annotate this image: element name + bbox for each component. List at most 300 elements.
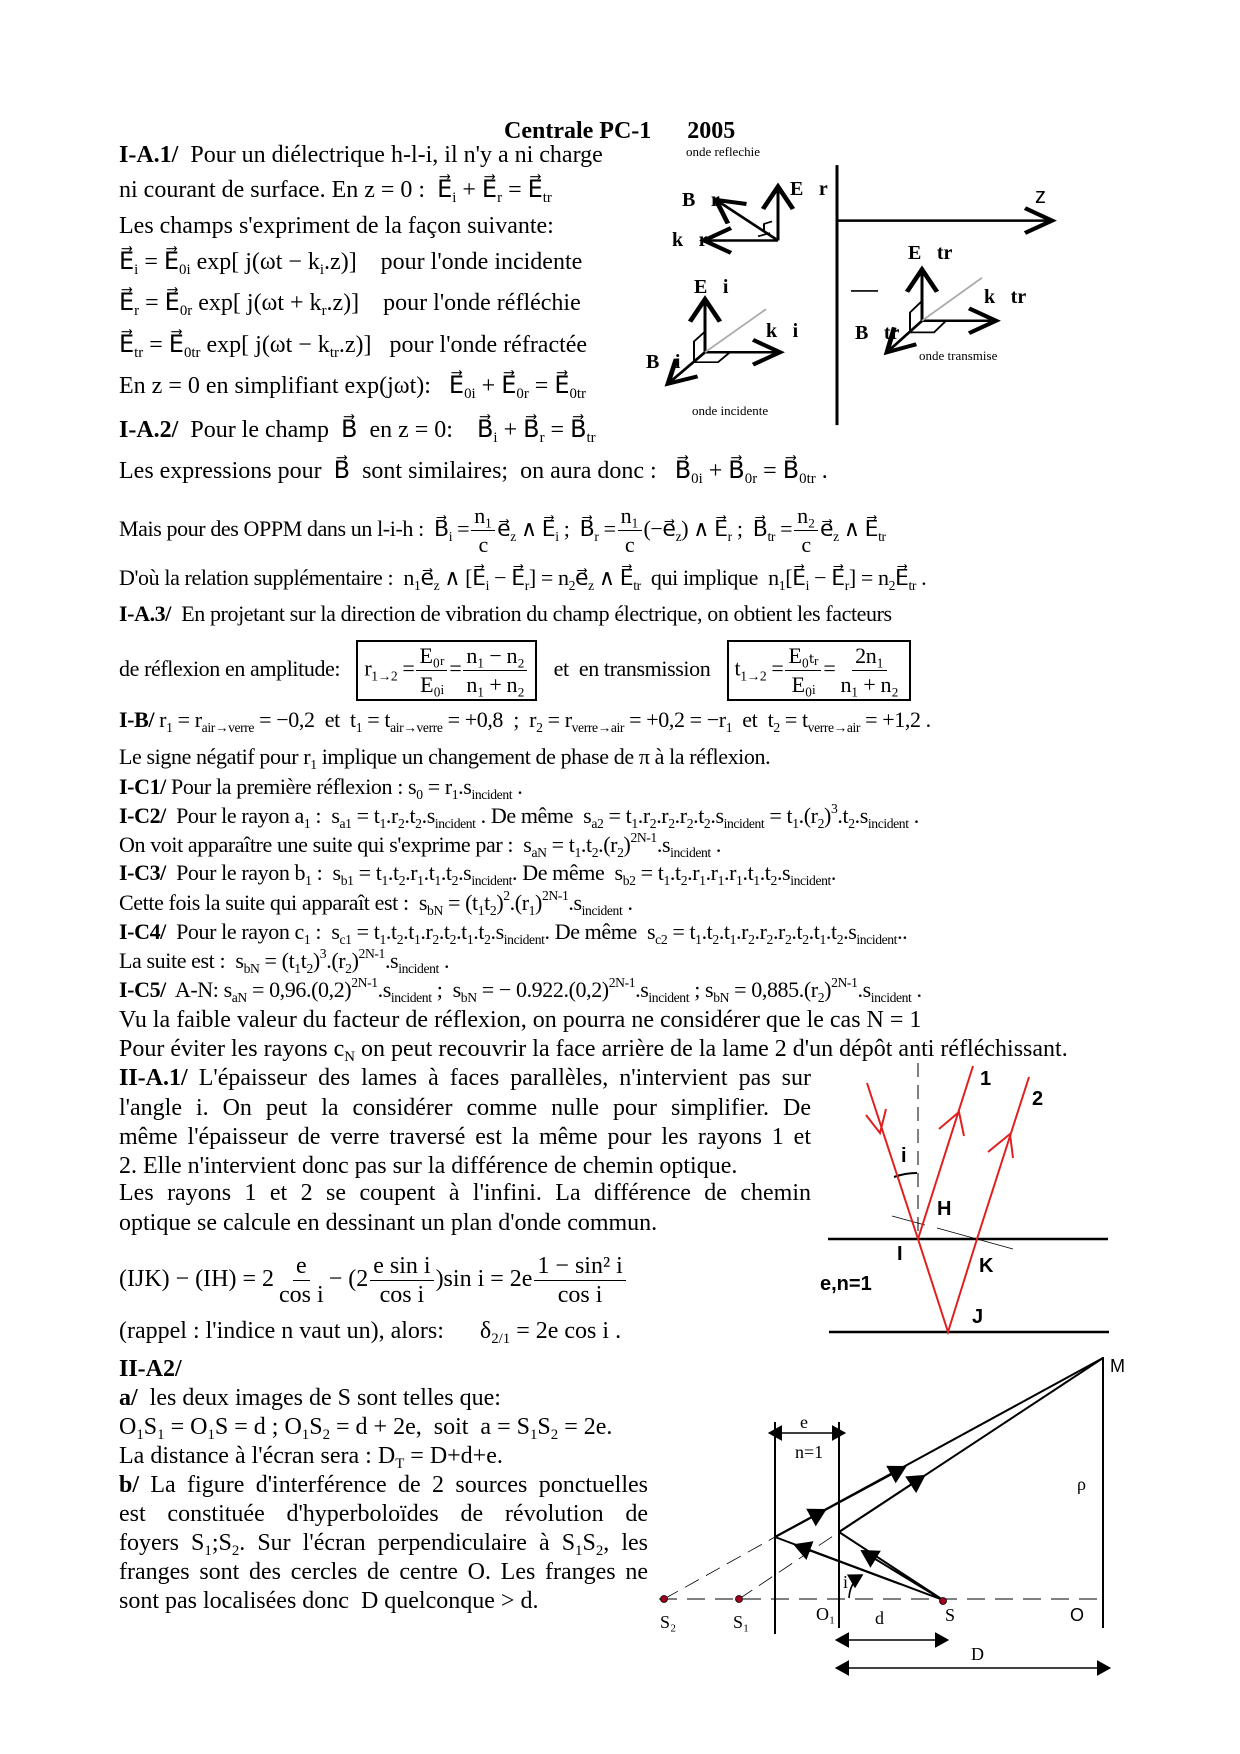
text-run: .t: [669, 860, 681, 885]
text-run: E⃗: [119, 290, 135, 316]
text-run: = (t: [259, 948, 295, 973]
subscript: 0tr: [799, 471, 816, 488]
section-label: I-C3/: [119, 860, 166, 885]
Etr-label: E⃗tr: [908, 242, 953, 264]
text-run: Pour le rayon c: [165, 919, 304, 944]
numerator: e sin i: [370, 1252, 433, 1281]
text-run: .s: [656, 832, 671, 857]
subscript: 2: [848, 815, 855, 831]
text-run: .r: [405, 860, 418, 885]
text-run: ): [824, 803, 831, 828]
superscript: 3: [319, 945, 327, 961]
text-run: ): [351, 948, 359, 973]
section-label: I-A.3/: [119, 601, 171, 626]
subscript: 1: [528, 902, 536, 918]
subscript: 1: [699, 872, 706, 888]
subscript: 2: [686, 815, 694, 831]
subscript: 1: [303, 815, 311, 831]
text-run: Pour le champ B⃗ en z = 0: B⃗: [178, 417, 494, 443]
text-run: .t: [791, 919, 803, 944]
text-run: .r: [754, 919, 767, 944]
text-run: ∧ E⃗: [593, 565, 634, 590]
denominator: n₁ + n₂: [840, 672, 899, 698]
text-run: r: [364, 656, 372, 681]
transmitted-caption: onde transmise: [919, 348, 998, 363]
subscript: z: [675, 528, 682, 544]
ktr-label: k⃗tr: [984, 286, 1027, 308]
text-run: = t: [351, 919, 380, 944]
text-run: t: [734, 656, 741, 681]
text-run: .z)] pour l'onde réfléchie: [326, 290, 581, 316]
text-run: exp[ j(ωt − k: [200, 332, 330, 358]
subscript: 2: [591, 844, 599, 860]
subscript: bN: [427, 902, 443, 918]
numerator: e: [293, 1252, 310, 1281]
text-run: = d + 2e, soit a = S: [330, 1414, 530, 1440]
title-text: Centrale PC-1: [504, 118, 652, 144]
numerator: n₁ − n₂: [463, 642, 527, 671]
numerator: 2n₁: [852, 642, 886, 671]
subscript: 2: [888, 577, 896, 593]
text-run: e⃗: [420, 565, 434, 590]
section-label: I-C2/: [119, 803, 166, 828]
text-run: La distance à l'écran sera : D: [119, 1443, 396, 1469]
text-run: (rappel : l'indice n vaut un), alors: δ: [119, 1318, 492, 1344]
subscript: 1: [451, 786, 459, 802]
text-run: E⃗: [119, 332, 135, 358]
subscript: 0i: [179, 262, 191, 279]
text-run: + E⃗: [475, 373, 517, 399]
text-run: .s: [854, 803, 868, 828]
text-run: Les expressions pour B⃗ sont similaires; on aura donc : B⃗: [119, 458, 692, 484]
text-run: .s: [776, 860, 791, 885]
superscript: 2N-1: [630, 829, 657, 845]
point-H-label: H: [937, 1198, 952, 1220]
text-run: = E⃗: [143, 332, 184, 358]
subscript: r: [321, 303, 327, 320]
subscript: 2: [489, 902, 497, 918]
subscript: tr: [134, 345, 144, 362]
distance-D-label: D: [971, 1644, 984, 1664]
subscript: 1: [729, 931, 737, 947]
text-run: ;S: [211, 1530, 232, 1556]
angle-i-label: i: [901, 1145, 907, 1167]
text-run: même l'épaisseur de verre traversé est la même pour les rayons 1 et: [119, 1124, 811, 1150]
z-axis-label: z: [1035, 183, 1046, 208]
subscript: incident: [648, 989, 690, 1005]
text-run: − E⃗: [488, 565, 525, 590]
subscript: 2: [668, 815, 675, 831]
subscript: 0r: [179, 303, 193, 320]
superscript: 3: [830, 800, 838, 816]
subscript: r: [594, 528, 599, 544]
text-run: .t: [701, 919, 713, 944]
text-run: Les champs s'expriment de la façon suivante:: [119, 213, 554, 239]
reflected-caption: onde reflechie: [686, 144, 760, 159]
subscript: aN: [231, 989, 247, 1005]
text-run: + B⃗: [702, 458, 745, 484]
text-run: ; B⃗: [558, 516, 595, 541]
text-run: =: [774, 516, 793, 541]
subscript: 2/1: [491, 1331, 511, 1348]
text-run: L'épaisseur des lames à faces parallèles, n'intervient pas sur: [187, 1065, 811, 1091]
subscript: 0tr: [183, 345, 201, 362]
text-run: =: [766, 656, 784, 681]
subscript: r: [497, 190, 503, 207]
S1-label: S₁: [733, 1612, 750, 1632]
text-run: = t: [635, 860, 664, 885]
subscript: incident: [723, 815, 765, 831]
text-run: Pour un diélectrique h-l-i, il n'y a ni charge: [178, 142, 603, 168]
text-run: = t: [362, 707, 391, 732]
text-run: .t: [825, 919, 837, 944]
text-run: =: [598, 516, 616, 541]
text-run: = +0,2 = −r: [624, 707, 726, 732]
text-run: .: [710, 832, 722, 857]
subscript: 2: [817, 989, 825, 1005]
text-run: D'où la relation supplémentaire : n: [119, 565, 415, 590]
subscript: 1: [204, 1543, 212, 1560]
denominator: cos i: [279, 1281, 324, 1308]
text-run: = (t: [442, 890, 478, 915]
subscript: i: [485, 577, 489, 593]
text-run: Cette fois la suite qui apparaît est : s: [119, 890, 428, 915]
text-run: Pour le rayon b: [165, 860, 306, 885]
section-label: a/: [119, 1385, 138, 1411]
subscript: verre→air: [571, 719, 625, 735]
text-run: .t: [404, 803, 416, 828]
subscript: incident: [581, 902, 623, 918]
text-run: =: [823, 656, 836, 681]
subscript: T: [395, 1456, 405, 1473]
text-run: = t: [351, 803, 380, 828]
text-run: On voit apparaître une suite qui s'exprime par : s: [119, 832, 532, 857]
subscript: 1: [301, 1427, 310, 1444]
text-run: .: [908, 803, 919, 828]
subscript: 0r: [744, 471, 758, 488]
text-run: .r: [736, 919, 749, 944]
subscript: incident: [790, 872, 831, 888]
numerator: n₂: [794, 502, 818, 531]
denominator: E₀ᵢ: [420, 672, 444, 698]
denominator: E₀ᵢ: [791, 672, 816, 698]
text-run: .t: [808, 919, 820, 944]
subscript: tr: [329, 345, 339, 362]
text-run: Pour éviter les rayons c: [119, 1036, 345, 1062]
subscript: incident: [670, 844, 711, 860]
subscript: incident: [471, 872, 513, 888]
text-run: .t: [473, 919, 485, 944]
subscript: incident: [471, 786, 513, 802]
section-label: II-A.1/: [119, 1065, 188, 1091]
subscript: 2: [397, 815, 405, 831]
text-run: = t: [764, 803, 793, 828]
text-run: .r: [420, 919, 433, 944]
Bi-label: B⃗i: [646, 351, 681, 373]
text-run: O: [119, 1414, 137, 1440]
text-run: .s: [458, 774, 472, 799]
text-run: franges sont des cercles de centre O. Les franges ne: [119, 1559, 648, 1585]
text-run: [E⃗: [785, 565, 806, 590]
subscript: r: [134, 303, 140, 320]
text-run: La figure d'interférence de 2 sources ponctuelles: [139, 1472, 648, 1498]
source-S-dot: [940, 1598, 947, 1605]
subscript: 0i: [691, 471, 703, 488]
subscript: 2: [712, 931, 719, 947]
text-run: S: [537, 1414, 551, 1440]
numerator: 1 − sin² i: [534, 1252, 625, 1281]
text-run: .t: [718, 919, 730, 944]
text-run: = B⃗: [757, 458, 800, 484]
text-run: et t: [732, 707, 774, 732]
text-run: ni courant de surface. En z = 0 : E⃗: [119, 177, 453, 203]
text-run: e⃗: [497, 516, 511, 541]
subscript: 1: [466, 931, 474, 947]
subscript: z: [510, 528, 516, 544]
text-run: .r: [674, 803, 687, 828]
title-year: 2005: [687, 118, 736, 144]
text-run: .r: [724, 860, 737, 885]
text-run: .r: [705, 860, 718, 885]
kr-label: k⃗r: [672, 229, 708, 251]
text-run: .s: [384, 948, 399, 973]
point-K-label: K: [979, 1255, 994, 1277]
subscript: 1: [157, 1427, 165, 1444]
text-run: ): [312, 948, 320, 973]
text-run: = +1,2 .: [860, 707, 931, 732]
subscript: 1: [166, 719, 173, 735]
medium-label: e,n=1: [820, 1273, 872, 1295]
text-run: = E⃗: [528, 373, 570, 399]
text-run: .s: [710, 803, 724, 828]
text-run: En z = 0 en simplifiant exp(jωt): E⃗: [119, 373, 465, 399]
text-run: = O: [164, 1414, 208, 1440]
section-label: I-A.1/: [119, 142, 179, 168]
text-run: : s: [311, 860, 341, 885]
text-run: Les rayons 1 et 2 se coupent à l'infini. La différence de chemin: [119, 1180, 811, 1206]
text-run: = E⃗: [502, 177, 543, 203]
subscript: i: [319, 262, 325, 279]
distance-d-label: d: [875, 1608, 884, 1628]
text-run: . Sur l'écran perpendiculaire à S: [239, 1530, 576, 1556]
text-run: Pour la première réflexion : s: [165, 774, 417, 799]
subscript: 2: [773, 719, 780, 735]
subscript: 2: [748, 931, 755, 947]
text-run: optique se calcule en dessinant un plan d'onde commun.: [119, 1210, 658, 1236]
text-run: La suite est : s: [119, 948, 244, 973]
denominator: c: [478, 532, 488, 558]
subscript: 1: [736, 872, 743, 888]
subscript: 1: [355, 719, 363, 735]
text-run: = 0,885.(r: [729, 977, 818, 1002]
subscript: 2: [817, 815, 825, 831]
text-run: .(r: [798, 803, 818, 828]
superscript: 2: [503, 887, 510, 903]
text-run: = −0,2 et t: [254, 707, 356, 732]
subscript: 2: [766, 931, 773, 947]
text-run: E⃗: [895, 565, 909, 590]
ray-1-label: 1: [980, 1068, 992, 1090]
subscript: 0: [416, 786, 423, 802]
Btr-label: B⃗tr: [855, 322, 900, 344]
text-run: A-N: s: [165, 977, 232, 1002]
text-run: .r: [656, 803, 669, 828]
text-run: .r: [637, 803, 650, 828]
text-run: = t: [603, 803, 632, 828]
text-run: les deux images de S sont telles que:: [137, 1385, 501, 1411]
subscript: 1: [303, 931, 311, 947]
subscript: incident: [503, 931, 545, 947]
text-run: .s: [490, 919, 504, 944]
text-run: .s: [458, 860, 472, 885]
subscript: 2: [770, 872, 777, 888]
text-run: Le signe négatif pour r: [119, 744, 311, 769]
text-run: .t: [387, 860, 399, 885]
subscript: 2: [703, 815, 711, 831]
subscript: r: [524, 577, 529, 593]
text-run: .(r: [326, 948, 346, 973]
text-run: Mais pour des OPPM dans un l-i-h : B⃗: [119, 516, 449, 541]
text-run: on peut recouvrir la face arrière de la lame 2 d'un dépôt anti réfléchissant.: [355, 1036, 1068, 1062]
subscript: 2: [432, 931, 439, 947]
subscript: 2: [836, 931, 844, 947]
text-run: S = d ; O: [214, 1414, 302, 1440]
text-run: ..: [897, 919, 908, 944]
subscript: air→verre: [390, 719, 443, 735]
subscript: 1: [819, 931, 826, 947]
text-run: − (2: [328, 1266, 369, 1292]
text-run: .r: [772, 919, 785, 944]
text-run: = 0,96.(0,2): [246, 977, 352, 1002]
subscript: 2: [536, 719, 543, 735]
text-run: r: [154, 707, 167, 732]
text-run: =: [449, 656, 462, 681]
superscript: 2N-1: [608, 974, 636, 990]
text-run: .t: [403, 919, 414, 944]
text-run: .t: [580, 832, 592, 857]
subscript: 1: [792, 815, 799, 831]
subscript: i: [452, 190, 457, 207]
subscript: 2: [322, 1427, 331, 1444]
text-run: , les: [603, 1530, 648, 1556]
text-run: .t: [456, 919, 467, 944]
rho-label: ρ: [1077, 1474, 1086, 1494]
subscript: air→verre: [201, 719, 255, 735]
subscript: 2: [784, 931, 792, 947]
subscript: incident: [434, 815, 476, 831]
subscript: 2: [649, 815, 657, 831]
text-run: exp[ j(ωt + k: [192, 290, 322, 316]
text-run: . De même s: [544, 919, 656, 944]
text-run: ; B⃗: [731, 516, 768, 541]
denominator: c: [801, 532, 811, 558]
text-run: t: [484, 890, 490, 915]
denominator: c: [624, 532, 635, 558]
S-label: S: [945, 1605, 956, 1625]
section-label: I-C4/: [119, 919, 166, 944]
text-run: .: [622, 890, 633, 915]
text-run: =: [397, 656, 415, 681]
subscript: 1: [778, 577, 786, 593]
text-run: Pour le rayon a: [165, 803, 304, 828]
subscript: 1: [136, 1427, 144, 1444]
text-run: ; s: [431, 977, 461, 1002]
superscript: 2N-1: [831, 974, 858, 990]
subscript: 2: [415, 815, 422, 831]
text-run: − E⃗: [809, 565, 845, 590]
subscript: 1: [379, 815, 386, 831]
subscript: incident: [398, 960, 439, 976]
text-run: .: [911, 977, 922, 1002]
text-run: .t: [440, 860, 452, 885]
subscript: bN: [713, 989, 730, 1005]
text-run: (IJK) − (IH) = 2: [119, 1266, 275, 1292]
subscript: 1: [725, 719, 733, 735]
text-run: = t: [779, 707, 808, 732]
section-label: I-C5/: [119, 977, 166, 1002]
subscript: tr: [878, 528, 886, 544]
Br-label: B⃗r: [682, 189, 720, 211]
subscript: z: [433, 577, 440, 593]
text-run: de réflexion en amplitude:: [119, 656, 351, 681]
Ei-label: E⃗i: [694, 276, 729, 298]
incident-caption: onde incidente: [692, 403, 769, 418]
subscript: 1: [414, 577, 421, 593]
ray-2-label: 2: [1032, 1088, 1044, 1110]
subscript: b2: [622, 872, 636, 888]
subscript: 1: [663, 872, 670, 888]
section-label: I-C1/: [119, 774, 166, 799]
subscript: 1: [294, 960, 301, 976]
subscript: 0r: [516, 386, 529, 403]
text-run: .: [815, 458, 828, 484]
subscript: 2: [231, 1543, 240, 1560]
Er-label: E⃗r: [790, 178, 828, 200]
subscript: z: [833, 528, 839, 544]
point-J-label: J: [972, 1306, 984, 1328]
section-label: II-A2/: [119, 1356, 182, 1382]
text-run: .t: [837, 803, 849, 828]
subscript: i: [493, 430, 498, 447]
subscript: tr: [767, 528, 775, 544]
text-run: .(r: [509, 890, 529, 915]
subscript: tr: [586, 430, 596, 447]
text-run: .: [916, 565, 927, 590]
subscript: 1: [413, 931, 421, 947]
subscript: 1: [695, 931, 702, 947]
O1-label: O₁: [816, 1604, 836, 1624]
subscript: 1: [575, 1543, 583, 1560]
text-run: .t: [423, 860, 435, 885]
text-run: =: [452, 516, 470, 541]
subscript: a2: [591, 815, 604, 831]
subscript: verre→air: [807, 719, 861, 735]
text-run: .t: [693, 803, 704, 828]
text-run: S: [143, 1414, 158, 1440]
text-run: ∧ E⃗: [838, 516, 879, 541]
text-run: = E⃗: [138, 249, 180, 275]
subscript: 2: [550, 1427, 559, 1444]
point-M-label: M: [1110, 1356, 1125, 1376]
text-run: exp[ j(ωt − k: [190, 249, 320, 275]
text-run: ∧ [E⃗: [439, 565, 486, 590]
text-run: ; s: [689, 977, 714, 1002]
text-run: .s: [843, 919, 857, 944]
source-S1-dot: [736, 1596, 743, 1603]
subscript: i: [448, 528, 453, 544]
subscript: tr: [542, 190, 552, 207]
text-run: = D+d+e.: [404, 1443, 503, 1469]
